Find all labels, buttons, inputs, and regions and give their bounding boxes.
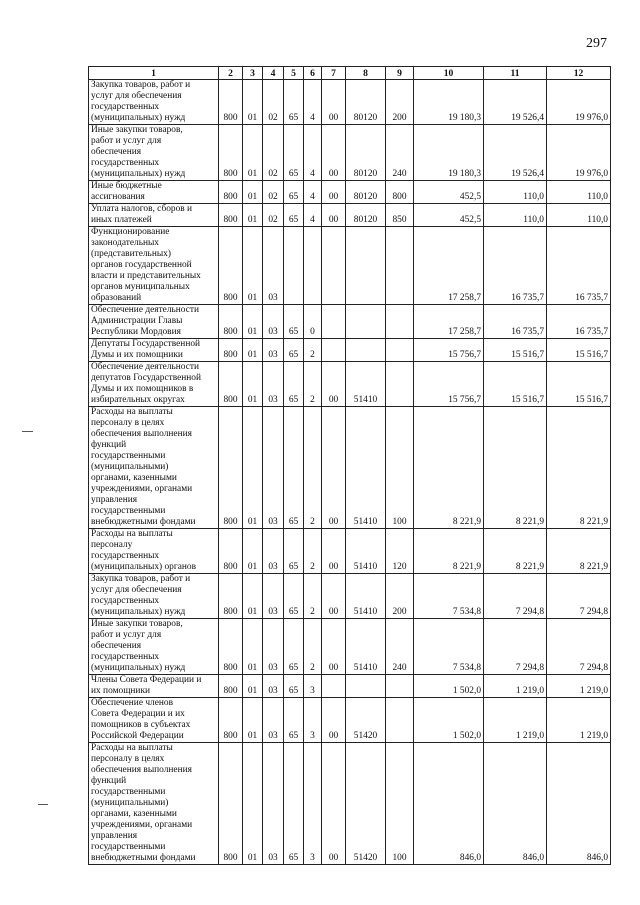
item-name-cell: Иные закупки товаров, работ и услуг для обеспечения государственных (муниципальных) нужд (89, 619, 219, 675)
amount-cell: 19 526,4 (484, 80, 547, 125)
code-cell: 01 (243, 529, 263, 574)
code-cell: 800 (219, 743, 243, 865)
margin-mark (38, 804, 48, 805)
amount-cell: 15 516,7 (484, 362, 547, 407)
table-row (89, 743, 611, 865)
code-cell: 4 (304, 125, 322, 181)
item-name-cell: Закупка товаров, работ и услуг для обеспечения государственных (муниципальных) нужд (89, 80, 219, 125)
table-row (89, 675, 611, 698)
item-name-cell: Уплата налогов, сборов и иных платежей (89, 204, 219, 227)
amount-cell: 16 735,7 (484, 305, 547, 339)
table-row (89, 339, 611, 362)
code-cell: 51420 (346, 698, 386, 743)
code-cell: 800 (219, 407, 243, 529)
code-cell: 65 (284, 80, 304, 125)
item-name-cell: Расходы на выплаты персоналу в целях обеспечения выполнения функций государственными (муниципальными) органами, казенными учреждениями, органами управления государственными внебюджетными фондами (89, 743, 219, 865)
code-cell (386, 675, 414, 698)
code-cell: 03 (263, 407, 284, 529)
amount-cell: 15 516,7 (547, 362, 611, 407)
code-cell: 01 (243, 305, 263, 339)
amount-cell: 16 735,7 (547, 227, 611, 305)
amount-cell: 110,0 (484, 181, 547, 204)
code-cell: 65 (284, 529, 304, 574)
column-header-12: 12 (547, 67, 611, 80)
code-cell: 100 (386, 743, 414, 865)
amount-cell: 15 756,7 (414, 339, 484, 362)
item-name-cell: Члены Совета Федерации и их помощники (89, 675, 219, 698)
amount-cell: 1 502,0 (414, 698, 484, 743)
code-cell: 01 (243, 80, 263, 125)
column-header-4: 4 (263, 67, 284, 80)
code-cell: 03 (263, 743, 284, 865)
amount-cell: 8 221,9 (547, 529, 611, 574)
code-cell: 65 (284, 619, 304, 675)
code-cell: 2 (304, 407, 322, 529)
amount-cell: 452,5 (414, 181, 484, 204)
code-cell: 4 (304, 80, 322, 125)
code-cell: 03 (263, 362, 284, 407)
code-cell (386, 227, 414, 305)
code-cell (304, 227, 322, 305)
amount-cell: 19 180,3 (414, 80, 484, 125)
code-cell: 65 (284, 675, 304, 698)
column-header-10: 10 (414, 67, 484, 80)
code-cell: 65 (284, 339, 304, 362)
amount-cell: 8 221,9 (414, 529, 484, 574)
code-cell: 800 (219, 339, 243, 362)
code-cell: 02 (263, 204, 284, 227)
table-row (89, 227, 611, 305)
code-cell: 03 (263, 305, 284, 339)
item-name-cell: Иные закупки товаров, работ и услуг для обеспечения государственных (муниципальных) нужд (89, 125, 219, 181)
code-cell (346, 675, 386, 698)
column-header-1: 1 (89, 67, 219, 80)
code-cell: 02 (263, 125, 284, 181)
code-cell: 51410 (346, 529, 386, 574)
page-number: 297 (586, 36, 607, 51)
table-row (89, 181, 611, 204)
amount-cell: 17 258,7 (414, 305, 484, 339)
amount-cell: 19 976,0 (547, 80, 611, 125)
item-name-cell: Обеспечение членов Совета Федерации и их помощников в субъектах Российской Федерации (89, 698, 219, 743)
code-cell: 01 (243, 227, 263, 305)
code-cell: 00 (322, 204, 346, 227)
code-cell: 800 (219, 125, 243, 181)
code-cell: 2 (304, 362, 322, 407)
amount-cell: 7 294,8 (484, 619, 547, 675)
code-cell: 00 (322, 619, 346, 675)
code-cell: 51410 (346, 574, 386, 619)
table-row (89, 407, 611, 529)
item-name-cell: Расходы на выплаты персоналу государственных (муниципальных) органов (89, 529, 219, 574)
code-cell (322, 227, 346, 305)
code-cell: 80120 (346, 204, 386, 227)
code-cell: 51410 (346, 619, 386, 675)
code-cell: 200 (386, 574, 414, 619)
code-cell: 51420 (346, 743, 386, 865)
margin-mark (22, 431, 33, 432)
amount-cell: 8 221,9 (484, 529, 547, 574)
code-cell: 00 (322, 407, 346, 529)
code-cell: 2 (304, 619, 322, 675)
code-cell: 02 (263, 80, 284, 125)
code-cell: 01 (243, 181, 263, 204)
table-row (89, 698, 611, 743)
code-cell: 800 (219, 181, 243, 204)
code-cell (346, 305, 386, 339)
column-header-9: 9 (386, 67, 414, 80)
column-header-6: 6 (304, 67, 322, 80)
header-row (89, 67, 611, 80)
code-cell: 800 (219, 204, 243, 227)
amount-cell: 1 219,0 (484, 675, 547, 698)
amount-cell: 15 516,7 (484, 339, 547, 362)
amount-cell: 15 516,7 (547, 339, 611, 362)
code-cell (386, 362, 414, 407)
code-cell: 03 (263, 698, 284, 743)
code-cell: 80120 (346, 181, 386, 204)
amount-cell: 110,0 (547, 181, 611, 204)
code-cell: 2 (304, 574, 322, 619)
item-name-cell: Обеспечение деятельности Администрации Главы Республики Мордовия (89, 305, 219, 339)
code-cell: 65 (284, 362, 304, 407)
code-cell: 800 (386, 181, 414, 204)
amount-cell: 846,0 (414, 743, 484, 865)
code-cell: 01 (243, 339, 263, 362)
code-cell: 2 (304, 529, 322, 574)
code-cell: 800 (219, 698, 243, 743)
budget-table (88, 66, 611, 865)
amount-cell: 16 735,7 (484, 227, 547, 305)
code-cell: 00 (322, 743, 346, 865)
amount-cell: 15 756,7 (414, 362, 484, 407)
code-cell: 01 (243, 619, 263, 675)
amount-cell: 8 221,9 (484, 407, 547, 529)
item-name-cell: Иные бюджетные ассигнования (89, 181, 219, 204)
code-cell: 200 (386, 80, 414, 125)
code-cell: 65 (284, 305, 304, 339)
code-cell: 800 (219, 574, 243, 619)
code-cell: 65 (284, 743, 304, 865)
code-cell: 3 (304, 675, 322, 698)
code-cell: 65 (284, 181, 304, 204)
table-row (89, 362, 611, 407)
code-cell (322, 339, 346, 362)
code-cell: 03 (263, 619, 284, 675)
code-cell: 01 (243, 698, 263, 743)
column-header-3: 3 (243, 67, 263, 80)
column-header-5: 5 (284, 67, 304, 80)
column-header-11: 11 (484, 67, 547, 80)
code-cell: 00 (322, 698, 346, 743)
code-cell: 03 (263, 339, 284, 362)
code-cell: 00 (322, 181, 346, 204)
amount-cell: 1 219,0 (484, 698, 547, 743)
code-cell: 800 (219, 675, 243, 698)
code-cell: 65 (284, 698, 304, 743)
amount-cell: 8 221,9 (414, 407, 484, 529)
code-cell: 01 (243, 743, 263, 865)
code-cell: 00 (322, 80, 346, 125)
item-name-cell: Депутаты Государственной Думы и их помощники (89, 339, 219, 362)
code-cell: 80120 (346, 125, 386, 181)
amount-cell: 1 502,0 (414, 675, 484, 698)
code-cell: 00 (322, 529, 346, 574)
code-cell: 3 (304, 698, 322, 743)
code-cell: 3 (304, 743, 322, 865)
amount-cell: 846,0 (547, 743, 611, 865)
amount-cell: 7 294,8 (484, 574, 547, 619)
code-cell: 4 (304, 181, 322, 204)
code-cell: 01 (243, 407, 263, 529)
code-cell: 2 (304, 339, 322, 362)
code-cell: 00 (322, 362, 346, 407)
code-cell: 240 (386, 125, 414, 181)
column-header-7: 7 (322, 67, 346, 80)
code-cell (386, 305, 414, 339)
code-cell: 01 (243, 574, 263, 619)
item-name-cell: Обеспечение деятельности депутатов Государственной Думы и их помощников в избирательных округах (89, 362, 219, 407)
code-cell: 03 (263, 574, 284, 619)
code-cell: 80120 (346, 80, 386, 125)
item-name-cell: Функционирование законодательных (представительных) органов государственной власти и представительных органов муниципальных образований (89, 227, 219, 305)
code-cell: 65 (284, 125, 304, 181)
amount-cell: 846,0 (484, 743, 547, 865)
code-cell: 120 (386, 529, 414, 574)
code-cell: 0 (304, 305, 322, 339)
code-cell: 65 (284, 574, 304, 619)
code-cell: 100 (386, 407, 414, 529)
amount-cell: 1 219,0 (547, 698, 611, 743)
code-cell: 03 (263, 675, 284, 698)
code-cell: 00 (322, 125, 346, 181)
code-cell (322, 675, 346, 698)
amount-cell: 110,0 (484, 204, 547, 227)
code-cell: 03 (263, 529, 284, 574)
table-row (89, 305, 611, 339)
table-row (89, 204, 611, 227)
code-cell: 240 (386, 619, 414, 675)
amount-cell: 7 294,8 (547, 619, 611, 675)
code-cell: 800 (219, 80, 243, 125)
table-body (89, 80, 611, 865)
column-header-2: 2 (219, 67, 243, 80)
code-cell: 800 (219, 305, 243, 339)
code-cell: 4 (304, 204, 322, 227)
item-name-cell: Закупка товаров, работ и услуг для обеспечения государственных (муниципальных) нужд (89, 574, 219, 619)
table-row (89, 529, 611, 574)
code-cell: 800 (219, 362, 243, 407)
code-cell (386, 698, 414, 743)
table-row (89, 80, 611, 125)
code-cell: 65 (284, 407, 304, 529)
amount-cell: 19 976,0 (547, 125, 611, 181)
code-cell: 65 (284, 204, 304, 227)
amount-cell: 1 219,0 (547, 675, 611, 698)
amount-cell: 17 258,7 (414, 227, 484, 305)
table-row (89, 125, 611, 181)
code-cell: 00 (322, 574, 346, 619)
code-cell: 800 (219, 529, 243, 574)
amount-cell: 452,5 (414, 204, 484, 227)
amount-cell: 110,0 (547, 204, 611, 227)
table-row (89, 574, 611, 619)
code-cell: 01 (243, 362, 263, 407)
table-row (89, 619, 611, 675)
code-cell (284, 227, 304, 305)
code-cell: 800 (219, 619, 243, 675)
code-cell (346, 339, 386, 362)
amount-cell: 19 526,4 (484, 125, 547, 181)
code-cell: 01 (243, 125, 263, 181)
code-cell: 800 (219, 227, 243, 305)
amount-cell: 16 735,7 (547, 305, 611, 339)
code-cell (386, 339, 414, 362)
code-cell: 03 (263, 227, 284, 305)
amount-cell: 8 221,9 (547, 407, 611, 529)
code-cell: 01 (243, 204, 263, 227)
amount-cell: 7 534,8 (414, 619, 484, 675)
code-cell (322, 305, 346, 339)
code-cell: 01 (243, 675, 263, 698)
code-cell: 51410 (346, 362, 386, 407)
amount-cell: 19 180,3 (414, 125, 484, 181)
code-cell (346, 227, 386, 305)
budget-table-container (88, 66, 610, 865)
code-cell: 850 (386, 204, 414, 227)
code-cell: 51410 (346, 407, 386, 529)
amount-cell: 7 294,8 (547, 574, 611, 619)
item-name-cell: Расходы на выплаты персоналу в целях обеспечения выполнения функций государственными (муниципальными) органами, казенными учреждениями, органами управления государственными внебюджетными фондами (89, 407, 219, 529)
code-cell: 02 (263, 181, 284, 204)
amount-cell: 7 534,8 (414, 574, 484, 619)
column-header-8: 8 (346, 67, 386, 80)
